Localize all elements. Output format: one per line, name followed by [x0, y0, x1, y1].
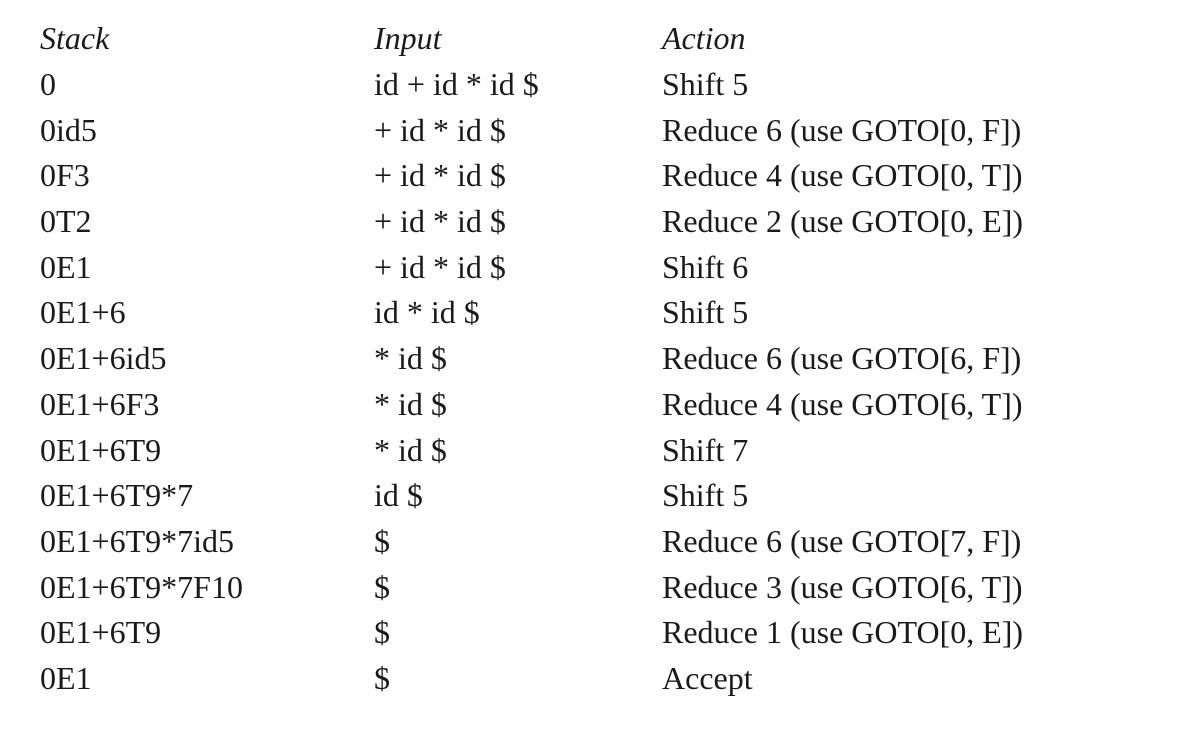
- input-cell: * id $: [374, 385, 447, 422]
- stack-cell: 0E1+6F3: [40, 385, 160, 422]
- input-cell: * id $: [374, 340, 447, 377]
- table-row: [40, 473, 1180, 519]
- table-row: [40, 382, 1180, 428]
- action-cell: Reduce 2 (use GOTO[0, E]): [662, 203, 1024, 240]
- table-row: [40, 108, 1180, 154]
- action-cell: Reduce 6 (use GOTO[6, F]): [662, 340, 1022, 377]
- input-cell: * id $: [374, 431, 447, 468]
- input-cell: $: [374, 659, 390, 696]
- table-row: [40, 656, 1180, 702]
- stack-cell: 0T2: [40, 203, 92, 240]
- stack-cell: 0E1+6T9*7: [40, 477, 194, 514]
- input-column-header: Input: [374, 20, 442, 56]
- input-cell: id $: [374, 477, 423, 514]
- action-cell: Reduce 4 (use GOTO[0, T]): [662, 157, 1023, 194]
- table-row: [40, 199, 1180, 245]
- input-cell: $: [374, 614, 390, 651]
- table-row: [40, 565, 1180, 611]
- stack-cell: 0E1: [40, 248, 92, 285]
- action-cell: Shift 5: [662, 294, 749, 331]
- stack-cell: 0F3: [40, 157, 90, 194]
- table-row: [40, 610, 1180, 656]
- stack-cell: 0: [40, 66, 56, 102]
- stack-column-header: Stack: [40, 20, 110, 56]
- action-cell: Reduce 6 (use GOTO[0, F]): [662, 111, 1022, 148]
- stack-cell: 0E1+6T9*7F10: [40, 568, 243, 605]
- stack-cell: 0E1+6T9: [40, 614, 162, 651]
- table-row: [40, 519, 1180, 565]
- action-cell: Reduce 6 (use GOTO[7, F]): [662, 522, 1022, 559]
- input-cell: + id * id $: [374, 248, 506, 285]
- action-cell: Reduce 3 (use GOTO[6, T]): [662, 568, 1023, 605]
- input-cell: id + id * id $: [374, 66, 539, 102]
- action-cell: Shift 7: [662, 431, 749, 468]
- input-cell: $: [374, 522, 390, 559]
- parse-trace-table: [40, 14, 1180, 702]
- action-cell: Shift 5: [662, 477, 749, 514]
- table-row: [40, 428, 1180, 474]
- stack-cell: 0E1: [40, 659, 92, 696]
- action-cell: Accept: [662, 659, 753, 696]
- input-cell: $: [374, 568, 390, 605]
- table-header-row: [40, 14, 1180, 62]
- stack-cell: 0E1+6id5: [40, 340, 167, 377]
- action-cell: Reduce 4 (use GOTO[6, T]): [662, 385, 1023, 422]
- action-cell: Shift 5: [662, 66, 749, 102]
- stack-cell: 0E1+6: [40, 294, 126, 331]
- input-cell: + id * id $: [374, 203, 506, 240]
- input-cell: + id * id $: [374, 157, 506, 194]
- stack-cell: 0id5: [40, 111, 97, 148]
- input-cell: + id * id $: [374, 111, 506, 148]
- table-row: [40, 290, 1180, 336]
- stack-cell: 0E1+6T9: [40, 431, 162, 468]
- action-column-header: Action: [662, 20, 746, 56]
- action-cell: Shift 6: [662, 248, 749, 285]
- table-row: [40, 336, 1180, 382]
- table-row: [40, 245, 1180, 291]
- table-row: [40, 62, 1180, 108]
- input-cell: id * id $: [374, 294, 480, 331]
- action-cell: Reduce 1 (use GOTO[0, E]): [662, 614, 1024, 651]
- stack-cell: 0E1+6T9*7id5: [40, 522, 235, 559]
- table-row: [40, 153, 1180, 199]
